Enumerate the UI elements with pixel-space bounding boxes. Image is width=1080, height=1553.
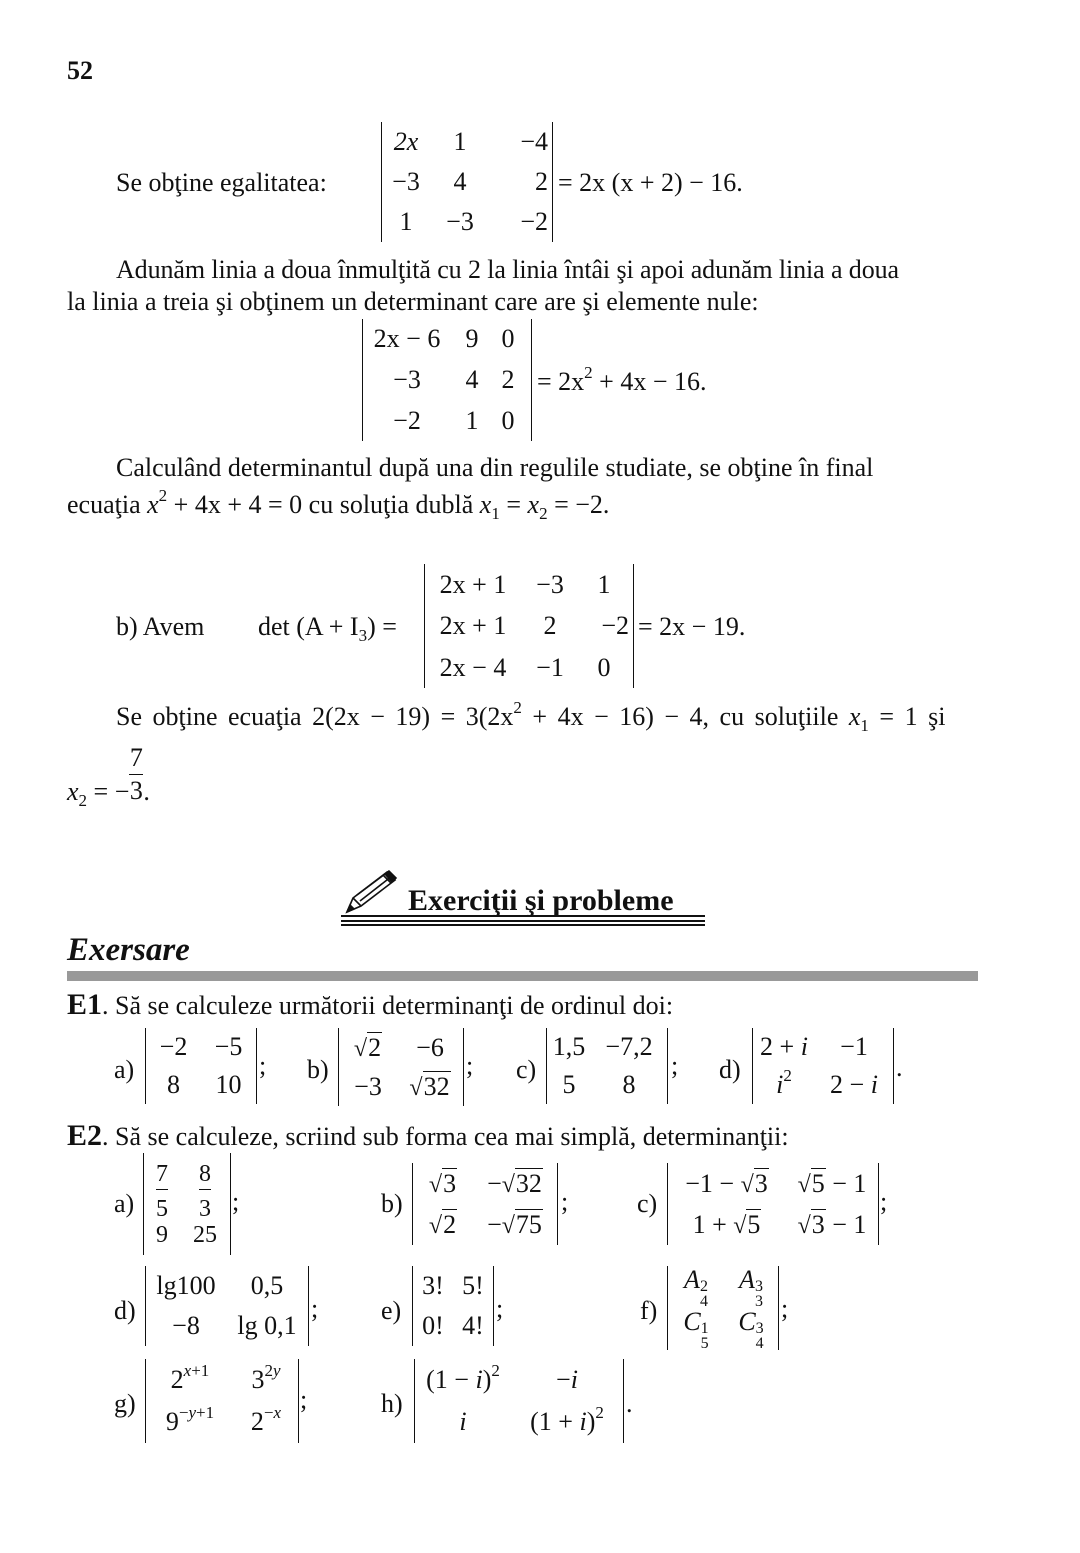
cell: 1 [597,569,611,599]
rhs-text: = 2x [537,367,585,396]
cell: 3! [422,1271,444,1300]
cell: 4! [462,1311,484,1340]
cell: 2 − i [830,1070,878,1099]
cell: 1,5 [552,1032,586,1061]
exercise-e2-prompt [67,1120,789,1153]
subsection-title: Exersare [67,932,190,968]
item-label: b) [381,1189,403,1218]
exponent: 2 [158,486,168,505]
subscript: 2 [539,504,548,523]
item-end: ; [232,1187,240,1216]
cell: 0! [422,1311,444,1340]
text: Se obţine ecuaţia 2(2x − 19) = 3(2x [116,702,514,731]
cell: 1 [453,127,467,156]
item-end: ; [300,1385,308,1414]
text: ) = [367,612,397,641]
para3-line2 [67,743,150,811]
page-number: 52 [67,56,93,85]
item-end: ; [561,1187,569,1216]
cell: $2^{-x}$ [250,1403,282,1436]
section-divider [67,971,978,981]
determinant-e2-f [667,1266,779,1350]
cell: 1 + √5 [692,1209,761,1239]
item-end: ; [466,1051,474,1080]
item-label: a) [114,1189,135,1218]
exponent: 2 [584,363,593,382]
para2-line1: Calculând determinantul după una din regulile studiate, se obţine în final [116,453,874,482]
determinant-eq1 [381,122,553,242]
determinant-e2-e [412,1266,494,1346]
subscript: 2 [78,791,88,811]
cell: 5! [462,1271,484,1300]
cell: 2 + i [760,1032,808,1061]
cell: 0 [597,652,611,682]
cell: −2 [393,405,421,435]
cell: $2^{x+1}$ [170,1361,210,1394]
item-end: ; [880,1187,888,1216]
cell: −7,2 [605,1032,653,1061]
cell: −3 [392,167,420,196]
var: x [67,777,79,807]
item-label: f) [640,1296,658,1325]
cell: −2 [159,1032,188,1061]
cell: √2 [353,1032,382,1062]
text: = − [87,777,130,807]
item-label: b) [307,1055,329,1084]
prompt-text: . Să se calculeze următorii determinanţi de ordinul doi: [102,991,674,1020]
determinant-eq3 [424,564,634,688]
determinant-e1-c [546,1028,668,1104]
item-label: c) [516,1055,537,1084]
cell: √2 [428,1209,457,1239]
text: = −2. [547,490,610,519]
cell: √3 [428,1168,457,1198]
item-label: d) [719,1055,741,1084]
subscript: 1 [860,716,869,735]
cell: C 1 5 [683,1307,709,1352]
eq3-lhs [258,611,397,643]
determinant-e1-a [145,1028,257,1104]
cell: 2 [535,167,548,196]
para3-line1 [116,698,946,735]
cell: 8 [167,1070,180,1099]
cell: 10 [215,1070,242,1099]
title-underline [341,915,705,917]
determinant-e2-a [143,1153,231,1255]
prompt-text: . Să se calculeze, scriind sub forma cea mai simplă, determinanţii: [102,1122,789,1151]
cell: √3 − 1 [797,1209,867,1239]
determinant-e1-b [338,1028,464,1106]
item-label: a) [114,1055,135,1084]
cell: 2x [393,127,419,156]
rhs-text: + 4x − 16. [592,367,707,396]
cell: 2x − 4 [439,652,507,682]
title-underline [341,920,705,922]
cell: 2x − 6 [373,324,441,353]
cell: −4 [520,127,548,156]
text: det (A + I [258,612,359,641]
cell: 7 5 9 [156,1160,168,1248]
cell: −2 [601,611,629,640]
exponent: 2 [513,698,522,717]
exercise-label: E2 [67,1119,103,1152]
item-label: h) [381,1389,403,1418]
eq3-rhs: = 2x − 19. [638,612,746,641]
para2-line2 [67,486,610,523]
var: x [527,490,540,519]
item-end: ; [311,1294,319,1323]
cell: −2 [520,207,548,236]
determinant-e1-d [752,1028,894,1104]
cell: −3 [354,1071,382,1101]
cell: −i [556,1365,578,1394]
determinant-eq2 [362,319,532,441]
para1-line1: Adunăm linia a doua înmulţită cu 2 la linia întâi şi apoi adunăm linia a doua [116,255,899,284]
cell: A 3 3 [739,1265,763,1310]
cell: 2 [543,611,557,640]
cell: A 2 4 [684,1265,708,1310]
item-label: g) [114,1389,136,1418]
text: + 4x − 16) − 4, cu soluţiile [521,702,849,731]
cell: lg100 [156,1271,216,1300]
var: x [848,702,861,731]
determinant-e2-b [412,1163,558,1245]
cell: 0 [501,405,515,435]
pencil-icon [343,868,399,916]
cell: 4 [465,364,479,394]
item-end: ; [496,1294,504,1323]
section-title: Exerciţii şi probleme [408,884,674,917]
eq3-label: b) Avem [116,612,205,641]
cell: $(1 - i)^2$ [426,1361,500,1394]
cell: lg 0,1 [237,1311,297,1340]
item-label: c) [637,1189,658,1218]
cell: 1 [399,207,413,236]
text: . [143,777,150,807]
cell: −5 [214,1032,243,1061]
cell: 8 [622,1070,636,1099]
determinant-e2-h [414,1359,624,1443]
cell: 2x + 1 [439,611,507,640]
item-end: . [896,1053,903,1082]
cell: 2 [501,364,515,394]
subscript: 3 [358,626,368,645]
cell: 2x + 1 [439,569,507,599]
item-label: e) [381,1296,402,1325]
text: = 1 şi [868,702,946,731]
exercise-e1-prompt [67,989,673,1022]
cell: −1 [536,652,564,682]
cell: −3 [446,207,474,236]
cell: −√32 [487,1168,542,1198]
determinant-e2-c [667,1163,879,1245]
cell: C 3 4 [738,1307,764,1352]
cell: i [459,1407,467,1436]
numerator: 7 [129,743,143,772]
title-underline [341,924,705,926]
cell: $i^2$ [776,1066,792,1099]
text: + 4x + 4 = 0 [167,490,303,519]
item-end: ; [259,1051,267,1080]
cell: 0 [501,324,515,353]
cell: −1 [840,1032,868,1061]
cell: 9 [465,324,479,353]
fraction [129,743,143,806]
cell: √32 [409,1071,450,1101]
var: x [147,490,159,519]
cell: −√75 [487,1209,542,1239]
item-end: ; [781,1294,789,1323]
cell: $3^{2y}$ [251,1361,281,1394]
exercise-label: E1 [67,988,103,1021]
cell: 4 [453,167,467,196]
text: ecuaţia [67,490,148,519]
determinant-e2-g [145,1359,299,1443]
cell: −8 [172,1311,200,1340]
cell: √5 − 1 [797,1168,867,1198]
para1-line2: la linia a treia şi obţinem un determinant care are şi elemente nule: [67,287,759,316]
determinant-e2-d [145,1266,309,1346]
denominator: 3 [129,776,143,805]
text: = [499,490,528,519]
cell: 1 [465,405,479,435]
cell: −3 [393,364,421,394]
eq2-rhs [537,363,707,398]
cell: 0,5 [250,1271,284,1300]
fraction-bar [129,774,143,775]
cell: $(1 + i)^2$ [530,1403,604,1436]
cell: −3 [536,569,564,599]
var: x [479,490,492,519]
item-end: ; [671,1051,679,1080]
cell: $9^{-y+1}$ [165,1403,215,1436]
text: cu soluţia dublă [302,490,480,519]
subscript: 1 [491,504,500,523]
cell: −1 − √3 [685,1168,768,1198]
item-label: d) [114,1296,136,1325]
item-end: . [626,1389,633,1418]
eq1-rhs: = 2x (x + 2) − 16. [558,168,743,197]
cell: 5 [562,1070,576,1099]
eq1-lead: Se obţine egalitatea: [116,168,327,197]
cell: −6 [416,1032,444,1062]
cell: 8 3 25 [193,1160,217,1248]
